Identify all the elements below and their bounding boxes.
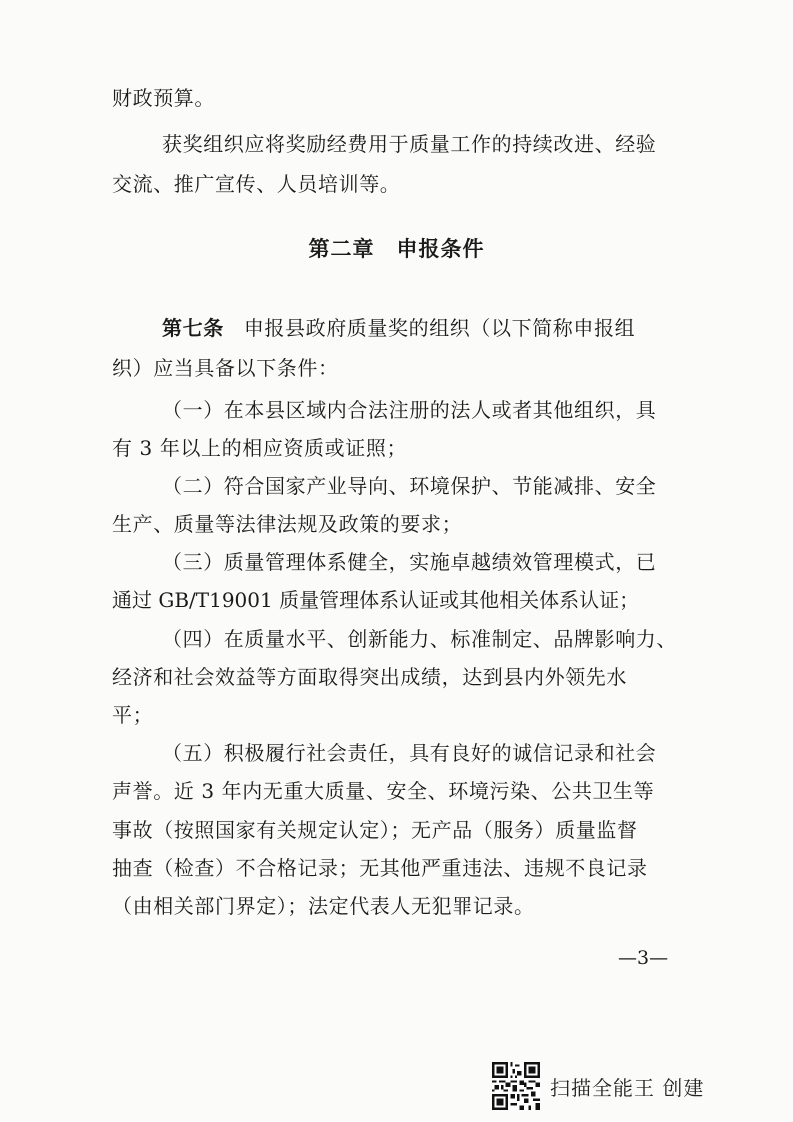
text-line: （四）在质量水平、创新能力、标准制定、品牌影响力、 xyxy=(162,627,677,651)
qr-code-icon xyxy=(492,1062,540,1110)
text-line: 生产、质量等法律法规及政策的要求； xyxy=(112,512,463,536)
watermark-text: 扫描全能王 创建 xyxy=(550,1075,705,1100)
text-line: （五）积极履行社会责任，具有良好的诚信记录和社会 xyxy=(162,741,657,765)
article-number: 第七条 xyxy=(162,316,224,340)
text-line: （由相关部门界定）；法定代表人无犯罪记录。 xyxy=(112,894,535,918)
text-line: 通过 GB/T19001 质量管理体系认证或其他相关体系认证； xyxy=(112,588,640,612)
scanner-watermark xyxy=(492,1062,704,1110)
text-line: 获奖组织应将奖励经费用于质量工作的持续改进、经验 xyxy=(162,132,657,156)
text-line: （三）质量管理体系健全，实施卓越绩效管理模式，已 xyxy=(162,550,657,574)
article-text: 申报县政府质量奖的组织（以下简称申报组 xyxy=(243,316,636,340)
article-line xyxy=(162,316,635,340)
text-line: 抽查（检查）不合格记录；无其他严重违法、违规不良记录 xyxy=(112,856,648,880)
text-line: （一）在本县区域内合法注册的法人或者其他组织，具 xyxy=(162,398,657,422)
text-line: 经济和社会效益等方面取得突出成绩，达到县内外领先水 xyxy=(112,665,627,689)
text-line: 财政预算。 xyxy=(112,86,215,110)
text-line: 声誉。近 3 年内无重大质量、安全、环境污染、公共卫生等 xyxy=(112,779,655,803)
text-line: 平； xyxy=(112,703,154,727)
page-number: —3— xyxy=(618,947,669,969)
text-line: （二）符合国家产业导向、环境保护、节能减排、安全 xyxy=(162,474,657,498)
text-line: 织）应当具备以下条件： xyxy=(112,356,339,380)
chapter-name: 申报条件 xyxy=(396,237,485,261)
text-line: 交流、推广宣传、人员培训等。 xyxy=(112,172,401,196)
chapter-heading xyxy=(0,236,793,262)
chapter-number: 第二章 xyxy=(308,237,375,261)
text-line: 事故（按照国家有关规定认定）；无产品（服务）质量监督 xyxy=(112,818,638,842)
text-line: 有 3 年以上的相应资质或证照； xyxy=(112,436,408,460)
